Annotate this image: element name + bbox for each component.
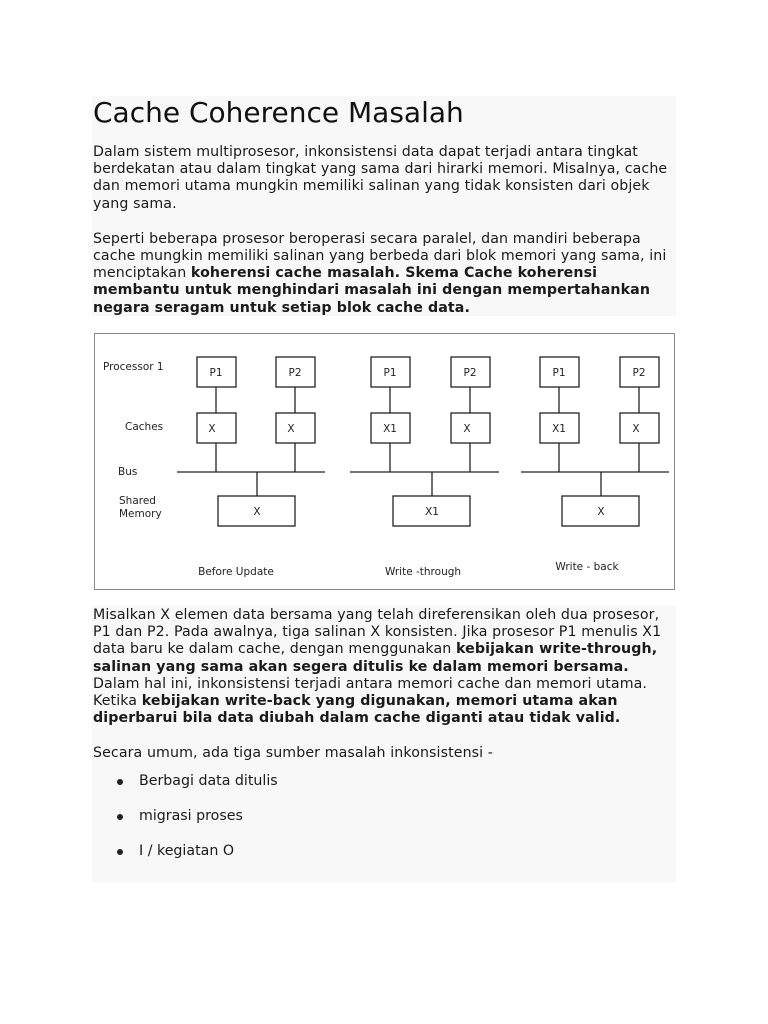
policy-bold-1: kebijakan write-through, salinan yang sama akan segera ditulis ke dalam memori bersama. <box>93 641 658 675</box>
panel-before-update <box>177 357 325 578</box>
cache-right-box <box>276 413 315 443</box>
coherence-paragraph <box>93 231 676 317</box>
p2-label: P2 <box>463 367 477 379</box>
coherence-text: Seperti beberapa prosesor beroperasi secara paralel, dan mandiri beberapa cache mungkin memiliki salinan yang berbeda dari blok memori yang sama, ini menciptakan <box>93 230 667 282</box>
cache-left-label: X1 <box>552 423 566 435</box>
coherence-bold-text: koherensi cache masalah. Skema Cache koherensi membantu untuk menghindari masalah ini dengan mempertahankan negara seragam untuk setiap blok cache data. <box>93 265 651 316</box>
label-caches: Caches <box>125 421 164 433</box>
memory-label: X <box>253 506 261 518</box>
caption-write-through: Write -through <box>384 566 462 578</box>
diagram-svg <box>95 334 674 589</box>
page-title: Cache Coherence Masalah <box>93 96 464 129</box>
p1-label: P1 <box>552 367 566 379</box>
cache-left-box <box>197 413 236 443</box>
policy-text-2: Dalam hal ini, inkonsistensi terjadi antara memori cache dan memori utama. Ketika <box>93 675 648 710</box>
policy-bold-2: kebijakan write-back yang digunakan, memori utama akan diperbarui bila data diubah dalam cache diganti atau tidak valid. <box>93 693 621 727</box>
memory-label: X1 <box>425 506 439 518</box>
cache-left-label: X1 <box>383 423 397 435</box>
list-item: I / kegiatan O <box>93 843 676 878</box>
p1-label: P1 <box>383 367 397 379</box>
cache-right-label: X <box>287 423 295 435</box>
cache-right-label: X <box>632 423 640 435</box>
caption-write-back: Write - back <box>555 561 619 573</box>
cache-coherence-diagram <box>94 333 675 590</box>
panel-write-back <box>521 357 669 573</box>
policy-text-1: Misalkan X elemen data bersama yang telah direferensikan oleh dua prosesor, P1 dan P2. Pada awalnya, tiga salinan X konsisten. Jika prosesor P1 menulis X1 data baru ke dalam cache, dengan menggunakan <box>93 607 662 658</box>
p2-label: P2 <box>288 367 302 379</box>
label-memory: Memory <box>119 508 162 520</box>
cache-left-label: X <box>208 423 216 435</box>
panel-write-through <box>350 357 499 578</box>
list-item: Berbagi data ditulis <box>93 773 676 808</box>
p2-label: P2 <box>632 367 646 379</box>
sources-list <box>93 773 676 878</box>
intro-paragraph: Dalam sistem multiprosesor, inkonsistensi data dapat terjadi antara tingkat berdekatan atau dalam tingkat yang sama dari hirarki memori. Misalnya, cache dan memori utama mungkin memiliki salinan yang tidak konsisten dari objek yang sama. <box>93 144 668 212</box>
intro-section <box>92 96 676 316</box>
list-item: migrasi proses <box>93 808 676 843</box>
label-processor: Processor 1 <box>103 361 164 373</box>
label-shared: Shared <box>119 495 156 507</box>
explanation-section <box>92 606 676 882</box>
memory-label: X <box>597 506 605 518</box>
p1-label: P1 <box>209 367 223 379</box>
cache-right-label: X <box>463 423 471 435</box>
label-bus: Bus <box>118 466 138 478</box>
caption-before-update: Before Update <box>198 566 274 578</box>
policy-paragraph <box>93 606 676 727</box>
sources-intro: Secara umum, ada tiga sumber masalah inkonsistensi - <box>93 745 494 762</box>
